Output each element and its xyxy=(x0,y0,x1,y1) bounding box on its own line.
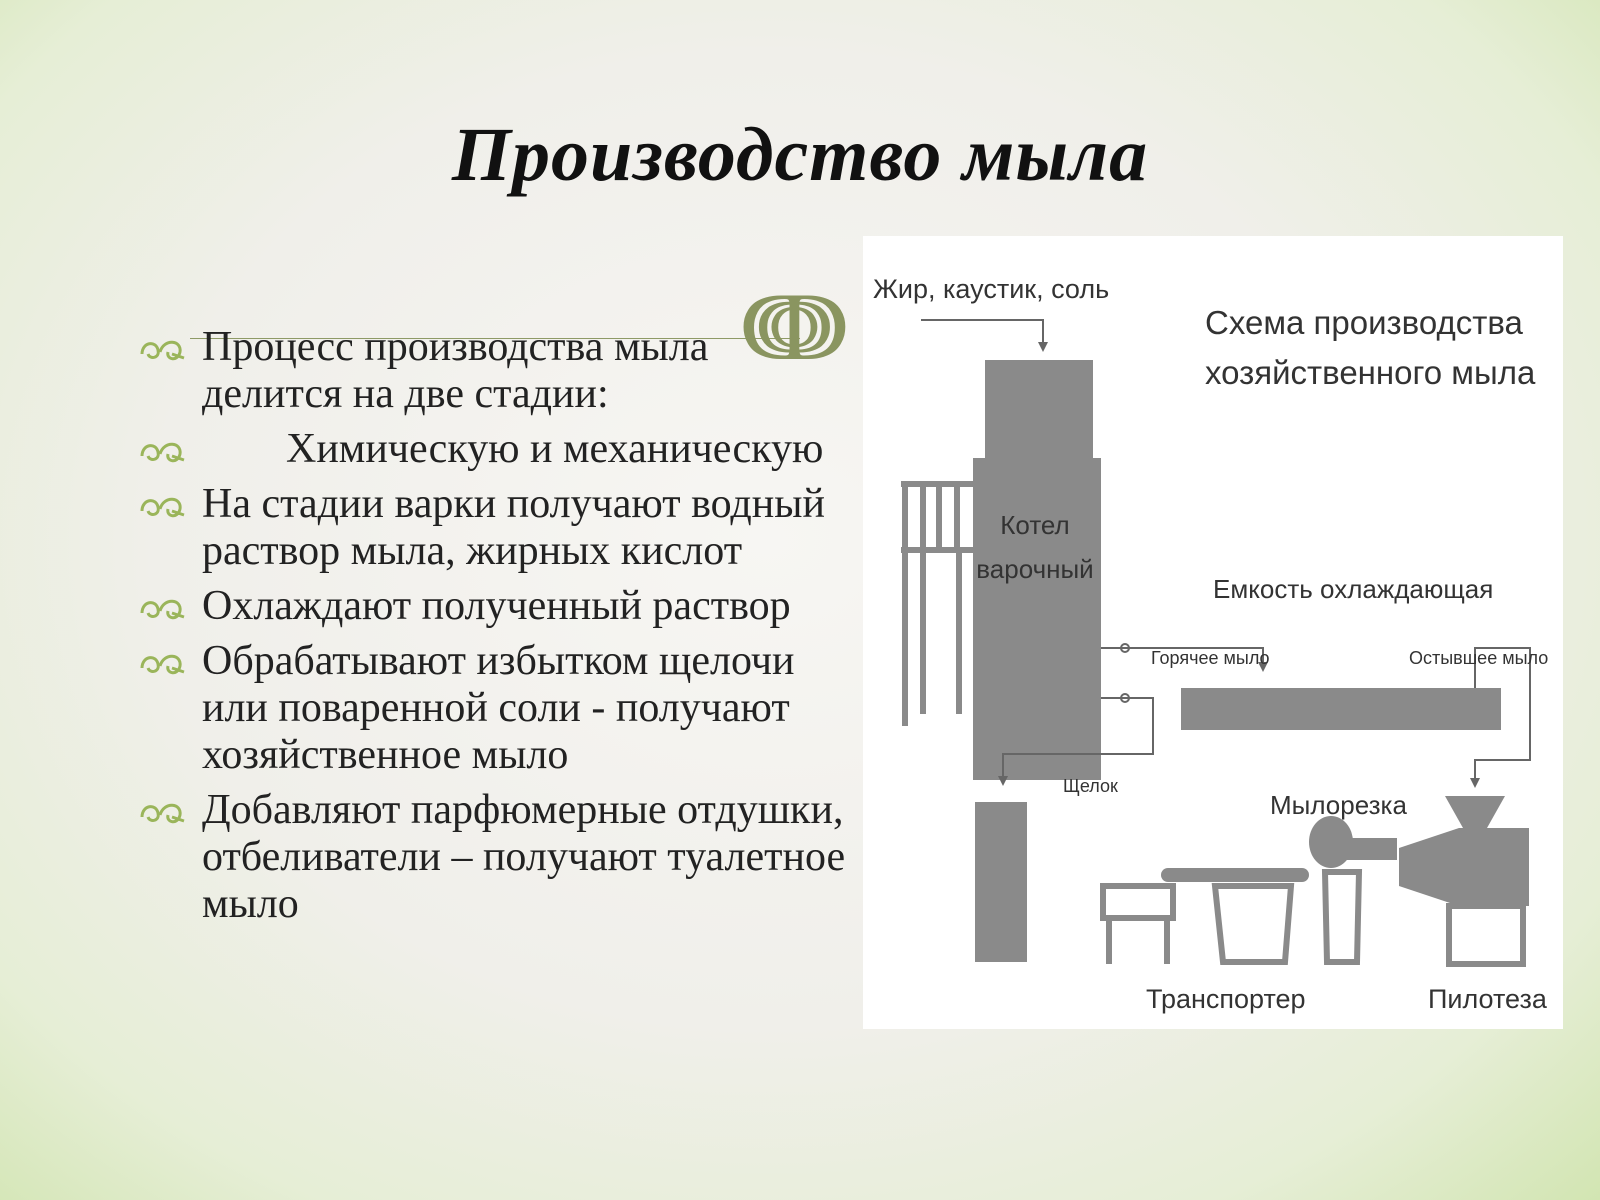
ornament-bullet-icon xyxy=(138,330,188,366)
bullet-item xyxy=(138,787,858,928)
soap-cutter-label: Мылорезка xyxy=(1270,790,1407,820)
bullet-item xyxy=(138,583,858,630)
conveyor-belt xyxy=(1161,868,1309,882)
bullet-text: Химическую и механическую xyxy=(202,426,824,472)
bullet-text: Обрабатывают избытком щелочи или поваренной соли - получают хозяйственное мыло xyxy=(202,638,805,778)
kettle-label-line2: варочный xyxy=(976,554,1094,584)
soap-cutter-arm xyxy=(1337,838,1397,860)
kettle-top xyxy=(985,360,1093,460)
plodder-label: Пилотеза xyxy=(1428,984,1547,1014)
kettle-body xyxy=(973,458,1101,780)
lye-label: Щелок xyxy=(1063,776,1118,796)
production-diagram xyxy=(863,236,1563,1029)
diagram-canvas xyxy=(863,236,1563,1029)
plodder-hopper xyxy=(1445,796,1505,828)
platform xyxy=(901,484,973,726)
bullet-text: Процесс производства мыла делится на две стадии: xyxy=(202,324,719,417)
plodder-body xyxy=(1399,828,1529,906)
ornament-bullet-icon xyxy=(138,589,188,625)
ornament-bullet-icon xyxy=(138,432,188,468)
ornament-bullet-icon xyxy=(138,644,188,680)
kettle-label-line1: Котел xyxy=(1000,510,1070,540)
lye-tank xyxy=(975,802,1027,962)
slide-title: Производство мыла xyxy=(451,113,1149,197)
cooled-soap-label: Остывшее мыло xyxy=(1409,648,1549,668)
conveyor xyxy=(1103,886,1291,964)
bullet-item xyxy=(138,638,858,779)
bullet-list xyxy=(138,324,858,936)
diagram-title-line2: хозяйственного мыла xyxy=(1205,354,1536,391)
input-arrow xyxy=(921,320,1043,348)
lye-arrowhead xyxy=(998,776,1008,786)
scroll-ornament-icon: ↈ xyxy=(742,270,847,382)
diagram-title-line1: Схема производства xyxy=(1205,304,1523,341)
plodder-stand xyxy=(1449,906,1523,964)
ornament-bullet-icon xyxy=(138,793,188,829)
bullet-text: Добавляют парфюмерные отдушки, отбеливатели – получают туалетное мыло xyxy=(202,787,856,927)
ornament-bullet-icon xyxy=(138,487,188,523)
soap-cutter-stand xyxy=(1325,872,1359,962)
conveyor-label: Транспортер xyxy=(1146,984,1306,1014)
hot-soap-label: Горячее мыло xyxy=(1151,648,1270,668)
bullet-text: Охлаждают полученный раствор xyxy=(202,583,791,629)
cooling-tank-label: Емкость охлаждающая xyxy=(1213,574,1494,604)
cooling-tank xyxy=(1181,688,1501,730)
bullet-item xyxy=(138,324,858,418)
cooled-soap-arrowhead xyxy=(1470,778,1480,788)
inputs-label: Жир, каустик, соль xyxy=(873,274,1110,304)
bullet-text: На стадии варки получают водный раствор мыла, жирных кислот xyxy=(202,481,836,574)
bullet-item xyxy=(138,481,858,575)
bullet-item xyxy=(138,426,858,473)
input-arrowhead xyxy=(1038,342,1048,352)
